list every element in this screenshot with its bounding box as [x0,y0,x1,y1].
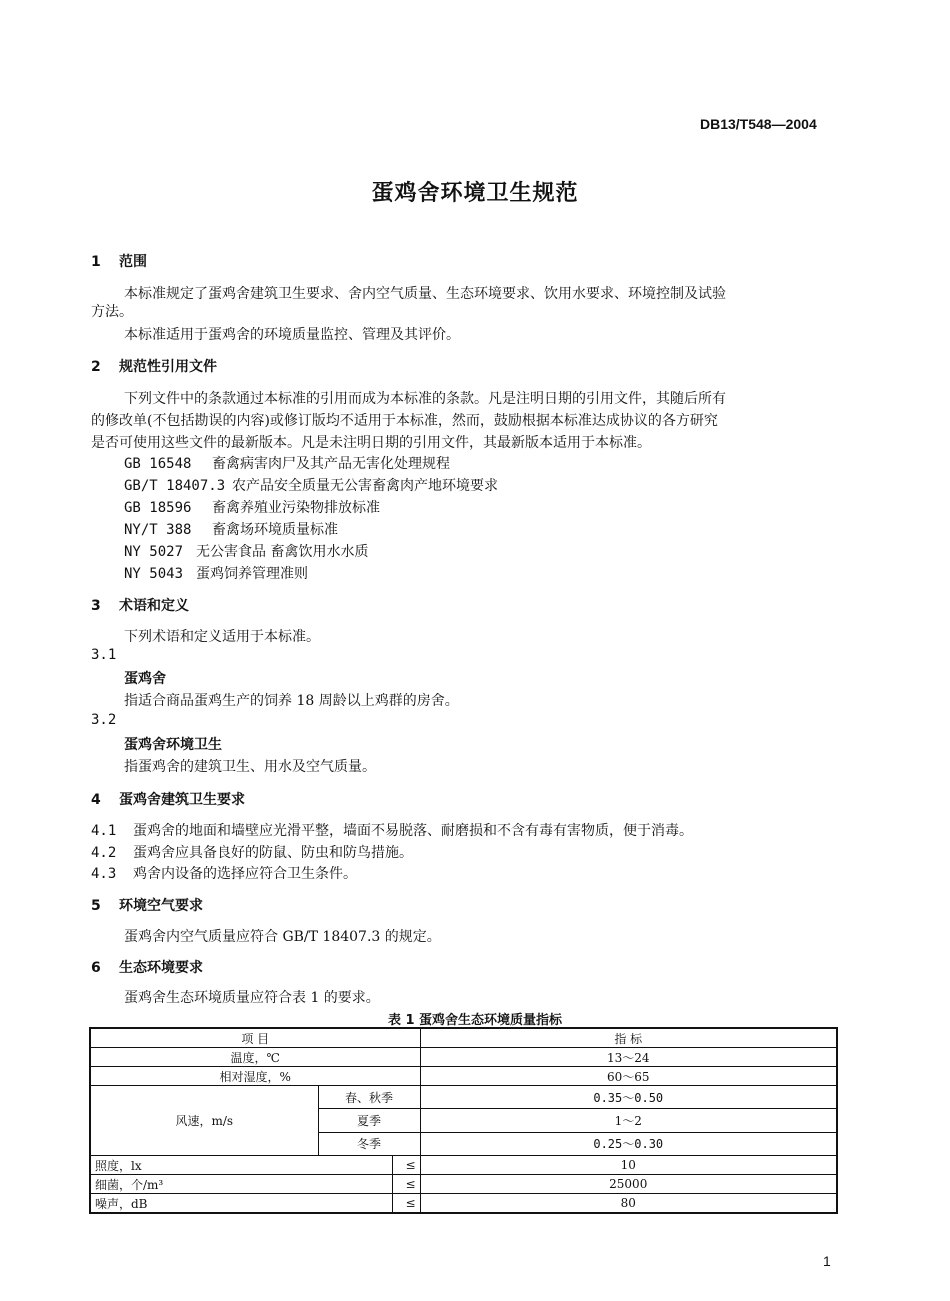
reference-name: 畜禽养殖业污染物排放标准 [212,500,380,516]
clause-number: 4.2 [91,845,117,861]
reference-item [124,541,368,561]
reference-code: GB/T 18407.3 [124,478,226,494]
section-3-paragraph: 下列术语和定义适用于本标准。 [124,629,320,645]
clause-item [91,863,357,883]
definition-term: 蛋鸡舍环境卫生 [124,737,222,753]
section-2-paragraph-cont: 是否可使用这些文件的最新版本。凡是未注明日期的引用文件，其最新版本适用于本标准。 [91,435,651,451]
definition-number: 3.1 [91,647,117,663]
clause-number: 4.3 [91,866,117,882]
section-6-heading [91,957,203,977]
noise-label: 噪声，dB [90,1194,392,1214]
document-code: DB13/T548—2004 [700,116,817,132]
reference-code: NY 5043 [124,566,184,582]
noise-value: 80 [420,1194,837,1214]
definition-text: 指蛋鸡舍的建筑卫生、用水及空气质量。 [124,759,376,775]
section-6-paragraph: 蛋鸡舍生态环境质量应符合表 1 的要求。 [124,990,380,1006]
section-title: 蛋鸡舍建筑卫生要求 [119,792,245,808]
reference-code: GB 18596 [124,500,192,516]
illuminance-symbol: ≤ [392,1156,420,1175]
bacteria-symbol: ≤ [392,1175,420,1194]
reference-name: 农产品安全质量无公害畜禽肉产地环境要求 [232,478,498,494]
table-row [90,1175,837,1194]
header-item: 项 目 [90,1028,420,1048]
section-number: 6 [91,960,101,976]
section-2-paragraph-cont: 的修改单(不包括勘误的内容)或修订版均不适用于本标准，然而，鼓励根据本标准达成协议的各方研究 [91,413,718,429]
clause-text: 蛋鸡舍的地面和墙壁应光滑平整，墙面不易脱落、耐磨损和不含有毒有害物质，便于消毒。 [133,823,693,839]
wind-summer-label: 夏季 [318,1109,420,1132]
section-1-paragraph-cont: 方法。 [91,304,133,320]
section-title: 规范性引用文件 [119,359,217,375]
document-title: 蛋鸡舍环境卫生规范 [371,181,579,206]
clause-number: 4.1 [91,823,117,839]
definition-number: 3.2 [91,712,117,728]
definition-term: 蛋鸡舍 [124,671,166,687]
table-caption: 表 1 蛋鸡舍生态环境质量指标 [387,1013,563,1028]
section-number: 2 [91,359,101,375]
section-1-paragraph: 本标准规定了蛋鸡舍建筑卫生要求、舍内空气质量、生态环境要求、饮用水要求、环境控制及试验 [124,286,726,302]
reference-code: GB 16548 [124,456,192,472]
section-5-paragraph: 蛋鸡舍内空气质量应符合 GB/T 18407.3 的规定。 [124,929,441,945]
section-2-heading [91,356,217,376]
table-row [90,1156,837,1175]
wind-winter-value: 0.25～0.30 [420,1132,837,1155]
table-row [90,1067,837,1086]
table-row [90,1086,837,1109]
clause-item [91,842,413,862]
header-index: 指 标 [420,1028,837,1048]
wind-spring-autumn-value: 0.35～0.50 [420,1086,837,1109]
reference-name: 畜禽场环境质量标准 [212,522,338,538]
section-1-paragraph-2: 本标准适用于蛋鸡舍的环境质量监控、管理及其评价。 [124,327,460,343]
section-number: 1 [91,254,101,270]
wind-summer-value: 1～2 [420,1109,837,1132]
illuminance-value: 10 [420,1156,837,1175]
reference-item [124,519,338,539]
reference-item [124,497,380,517]
section-1-heading [91,251,147,271]
reference-code: NY 5027 [124,544,184,560]
section-number: 5 [91,898,101,914]
reference-item [124,563,308,583]
bacteria-value: 25000 [420,1175,837,1194]
section-title: 环境空气要求 [119,898,203,914]
reference-code: NY/T 388 [124,522,192,538]
section-number: 4 [91,792,101,808]
bacteria-label: 细菌，个/m³ [90,1175,392,1194]
humidity-label: 相对湿度，% [90,1067,420,1086]
reference-item [124,453,450,473]
reference-name: 无公害食品 畜禽饮用水水质 [196,544,369,560]
reference-item [124,475,498,495]
noise-symbol: ≤ [392,1194,420,1214]
section-title: 术语和定义 [119,598,189,614]
clause-text: 蛋鸡舍应具备良好的防鼠、防虫和防鸟措施。 [133,845,413,861]
page-number: 1 [823,1253,831,1269]
table-row [90,1194,837,1214]
section-4-heading [91,789,245,809]
clause-text: 鸡舍内设备的选择应符合卫生条件。 [133,866,357,882]
section-title: 生态环境要求 [119,960,203,976]
environment-quality-table [89,1027,838,1214]
temperature-label: 温度，℃ [90,1048,420,1067]
table-header-row [90,1028,837,1048]
section-3-heading [91,595,189,615]
table-row [90,1048,837,1067]
section-5-heading [91,895,203,915]
reference-name: 畜禽病害肉尸及其产品无害化处理规程 [212,456,450,472]
humidity-value: 60～65 [420,1067,837,1086]
section-number: 3 [91,598,101,614]
definition-text: 指适合商品蛋鸡生产的饲养 18 周龄以上鸡群的房舍。 [124,693,459,709]
section-2-paragraph: 下列文件中的条款通过本标准的引用而成为本标准的条款。凡是注明日期的引用文件，其随后所有 [124,391,726,407]
wind-label: 风速，m/s [90,1086,318,1156]
temperature-value: 13～24 [420,1048,837,1067]
section-title: 范围 [119,254,147,270]
reference-name: 蛋鸡饲养管理准则 [196,566,308,582]
clause-item [91,820,693,840]
illuminance-label: 照度，lx [90,1156,392,1175]
wind-winter-label: 冬季 [318,1132,420,1155]
wind-spring-autumn-label: 春、秋季 [318,1086,420,1109]
